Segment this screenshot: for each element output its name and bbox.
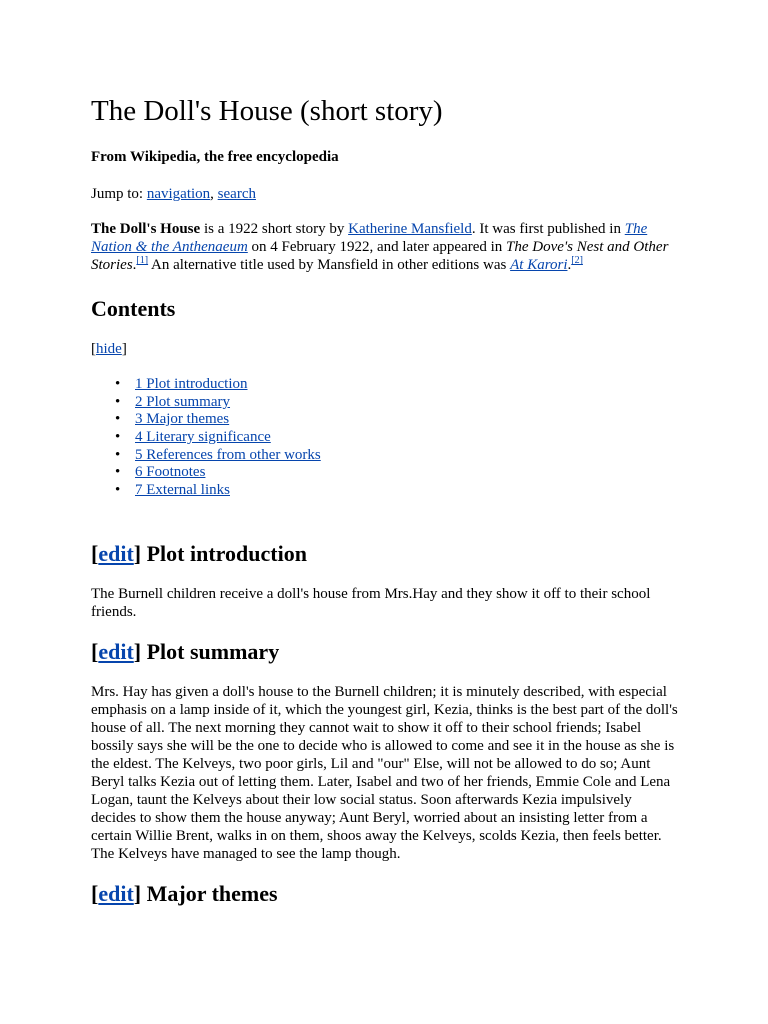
intro-text: . It was first published in	[471, 221, 625, 237]
intro-text: .	[132, 257, 137, 273]
bullet-icon: •	[115, 411, 121, 428]
toc-link-footnotes[interactable]: 6 Footnotes	[135, 464, 206, 481]
intro-text: .	[567, 257, 572, 273]
collection-title: The Dove's Nest and Other Stories	[91, 239, 669, 273]
toc-item	[91, 482, 321, 500]
author-link[interactable]: Katherine Mansfield	[348, 221, 472, 237]
bracket: [	[91, 341, 96, 357]
jump-search-link[interactable]: search	[217, 186, 256, 202]
alt-title-link[interactable]: At Karori	[510, 257, 568, 273]
site-subtitle: From Wikipedia, the free encyclopedia	[91, 149, 339, 165]
intro-paragraph	[91, 220, 681, 274]
toc-list	[91, 376, 321, 500]
intro-text: on 4 February 1922, and later appeared in	[247, 239, 507, 255]
edit-link-plot-summary[interactable]: edit	[98, 639, 134, 664]
toc-item	[91, 394, 321, 412]
bracket: [	[91, 541, 99, 566]
jump-to-bar	[91, 184, 256, 204]
bracket: [	[91, 639, 99, 664]
plot-summary-text: Mrs. Hay has given a doll's house to the Burnell children; it is minutely described, with especial emphasis on a lamp inside of it, which the youngest girl, Kezia, thinks is the best part of the doll's house of all. The next morning they cannot wait to show it off to their school friends; Isabel bossily says she will be the one to decide who is allowed to come and see it in the house as she is the eldest. The Kelveys, two poor girls, Lil and "our" Else, will not be allowed to do so; Aunt Beryl talks Kezia out of letting them. Later, Isabel and two of her friends, Emmie Cole and Lena Logan, taunt the Kelveys about their low social status. Soon afterwards Kezia impulsively decides to show them the house anyway; Aunt Beryl, worried about an insisting letter from a certain Willie Brent, walks in on them, shoos away the Kelveys, scolds Kezia, then feels better. The Kelveys have managed to see the lamp though.	[91, 684, 678, 862]
bracket: ]	[133, 881, 142, 906]
bullet-icon: •	[115, 464, 121, 481]
toc-hide-link[interactable]: hide	[96, 341, 122, 357]
publication-link[interactable]: The Nation & the Anthenaeum	[91, 221, 648, 255]
bracket: ]	[121, 341, 127, 357]
jump-separator: ,	[210, 186, 218, 202]
section-title: Plot summary	[141, 639, 280, 664]
intro-text: is a 1922 short story by	[200, 221, 349, 237]
reference-2-link[interactable]: [2]	[571, 255, 583, 266]
intro-text: An alternative title used by Mansfield in other editions was	[148, 257, 511, 273]
toc-item	[91, 376, 321, 394]
bullet-icon: •	[115, 446, 121, 463]
bullet-icon: •	[115, 429, 121, 446]
section-title: Plot introduction	[141, 541, 307, 566]
bracket: ]	[133, 639, 142, 664]
intro-bold-title: The Doll's House	[91, 221, 201, 237]
toc-link-references[interactable]: 5 References from other works	[135, 446, 321, 463]
toc-link-external-links[interactable]: 7 External links	[135, 482, 230, 499]
toc-item	[91, 411, 321, 429]
edit-link-major-themes[interactable]: edit	[98, 881, 134, 906]
bullet-icon: •	[115, 482, 121, 499]
contents-heading: Contents	[91, 296, 176, 321]
bracket: ]	[133, 541, 142, 566]
bracket: [	[91, 881, 99, 906]
bullet-icon: •	[115, 393, 121, 410]
section-heading-major-themes	[91, 879, 278, 909]
toc-link-plot-summary[interactable]: 2 Plot summary	[135, 393, 231, 410]
reference-1-link[interactable]: [1]	[136, 255, 149, 266]
toc-item	[91, 429, 321, 447]
toc-link-major-themes[interactable]: 3 Major themes	[135, 411, 230, 428]
toc-link-literary-significance[interactable]: 4 Literary significance	[135, 429, 271, 446]
plot-introduction-text: The Burnell children receive a doll's house from Mrs.Hay and they show it off to their school friends.	[91, 586, 651, 620]
section-title: Major themes	[141, 881, 278, 906]
edit-link-plot-introduction[interactable]: edit	[98, 541, 134, 566]
toc-toggle	[91, 339, 127, 359]
section-heading-plot-summary	[91, 637, 279, 667]
bullet-icon: •	[115, 376, 121, 392]
jump-prefix: Jump to:	[91, 186, 147, 202]
toc-item	[91, 464, 321, 482]
jump-navigation-link[interactable]: navigation	[146, 186, 211, 202]
page-title: The Doll's House (short story)	[91, 95, 443, 127]
toc-item	[91, 447, 321, 465]
toc-link-plot-introduction[interactable]: 1 Plot introduction	[135, 376, 248, 392]
section-heading-plot-introduction	[91, 539, 307, 569]
